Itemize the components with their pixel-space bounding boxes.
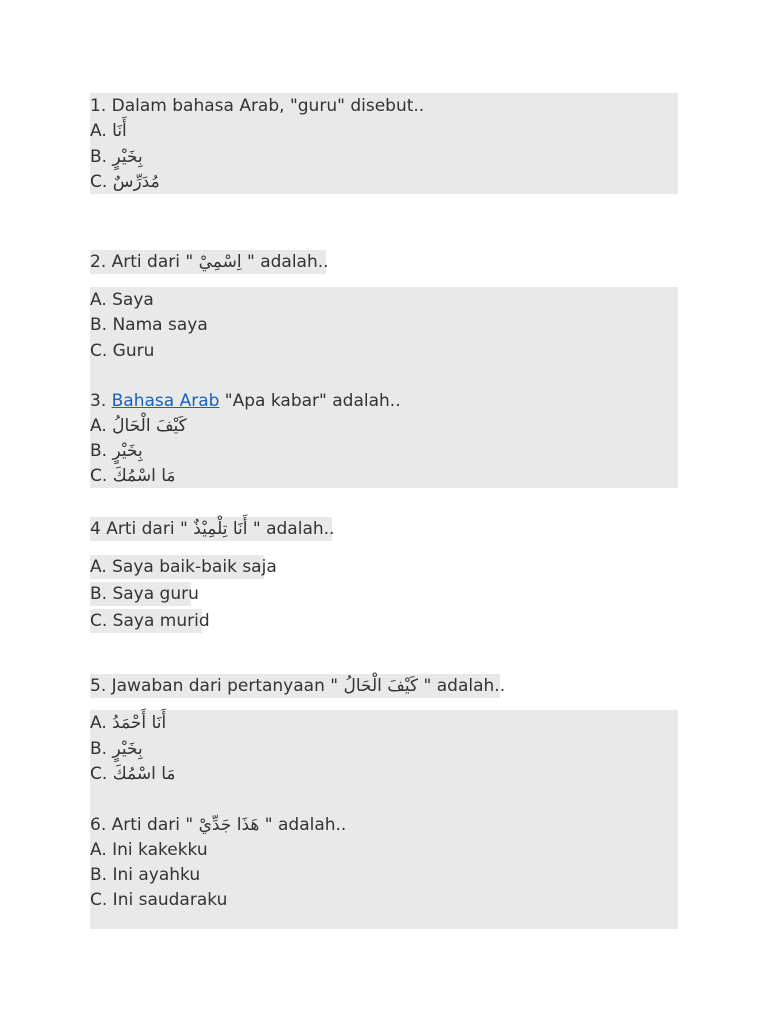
option-prefix: B.: [90, 147, 113, 167]
option-prefix: B.: [90, 441, 113, 461]
question-5-post: " adalah..: [418, 676, 506, 696]
option-prefix: A.: [90, 416, 113, 436]
question-4-option-b: B. Saya guru: [90, 584, 199, 604]
option-prefix: C.: [90, 172, 113, 192]
question-6-option-a: A. Ini kakekku: [90, 840, 208, 860]
question-2-option-a: A. Saya: [90, 290, 154, 310]
option-prefix: A.: [90, 121, 113, 141]
option-arabic: أَنَا: [112, 121, 127, 141]
question-6-option-b: B. Ini ayahku: [90, 865, 201, 885]
question-3-number: 3.: [90, 391, 112, 411]
question-6-text: [90, 814, 346, 836]
question-1-option-b: [90, 146, 143, 168]
question-3-option-b: [90, 440, 143, 462]
option-arabic: أَنَا أَحْمَدُ: [112, 713, 167, 733]
question-5-text: [90, 675, 505, 697]
question-4-text: [90, 518, 334, 540]
question-2-text: [90, 251, 329, 273]
question-3-post: "Apa kabar" adalah..: [219, 391, 401, 411]
question-6-arabic: هَذَا جَدِّيْ: [198, 815, 260, 835]
option-arabic: بِخَيْرٍ: [112, 441, 143, 461]
question-5-option-c: [90, 763, 176, 785]
question-4-arabic: أَنَا تِلْمِيْذٌ: [193, 519, 248, 539]
question-6-option-c: C. Ini saudaraku: [90, 890, 228, 910]
question-3-option-a: [90, 415, 187, 437]
question-4-pre: 4 Arti dari ": [90, 519, 194, 539]
question-2-option-c: C. Guru: [90, 341, 155, 361]
option-arabic: بِخَيْرٍ: [112, 147, 143, 167]
question-3-option-c: [90, 465, 176, 487]
option-prefix: C.: [90, 466, 113, 486]
option-prefix: A.: [90, 713, 113, 733]
option-arabic: مُدَرِّسٌ: [112, 172, 160, 192]
option-prefix: C.: [90, 764, 113, 784]
question-5-arabic: كَيْفَ الْحَالُ: [343, 676, 419, 696]
question-2-arabic: اِسْمِيْ: [198, 252, 242, 272]
question-1-text: 1. Dalam bahasa Arab, "guru" disebut..: [90, 96, 425, 116]
option-arabic: كَيْفَ الْحَالُ: [112, 416, 187, 436]
question-4-option-c: C. Saya murid: [90, 611, 210, 631]
question-1-option-a: [90, 120, 127, 142]
option-arabic: بِخَيْرٍ: [112, 739, 143, 759]
question-3-text: [90, 390, 401, 412]
question-2-post: " adalah..: [241, 252, 329, 272]
question-2-option-b: B. Nama saya: [90, 315, 208, 335]
question-6-pre: 6. Arti dari ": [90, 815, 199, 835]
question-1-option-c: [90, 171, 160, 193]
option-arabic: مَا اسْمُكَ: [112, 764, 176, 784]
bahasa-arab-link[interactable]: Bahasa Arab: [111, 391, 220, 411]
question-5-option-b: [90, 738, 143, 760]
question-5-option-a: [90, 712, 166, 734]
question-4-option-a: A. Saya baik-baik saja: [90, 557, 277, 577]
question-6-post: " adalah..: [259, 815, 347, 835]
question-2-pre: 2. Arti dari ": [90, 252, 199, 272]
option-prefix: B.: [90, 739, 113, 759]
question-5-pre: 5. Jawaban dari pertanyaan ": [90, 676, 344, 696]
question-4-post: " adalah..: [247, 519, 335, 539]
option-arabic: مَا اسْمُكَ: [112, 466, 176, 486]
